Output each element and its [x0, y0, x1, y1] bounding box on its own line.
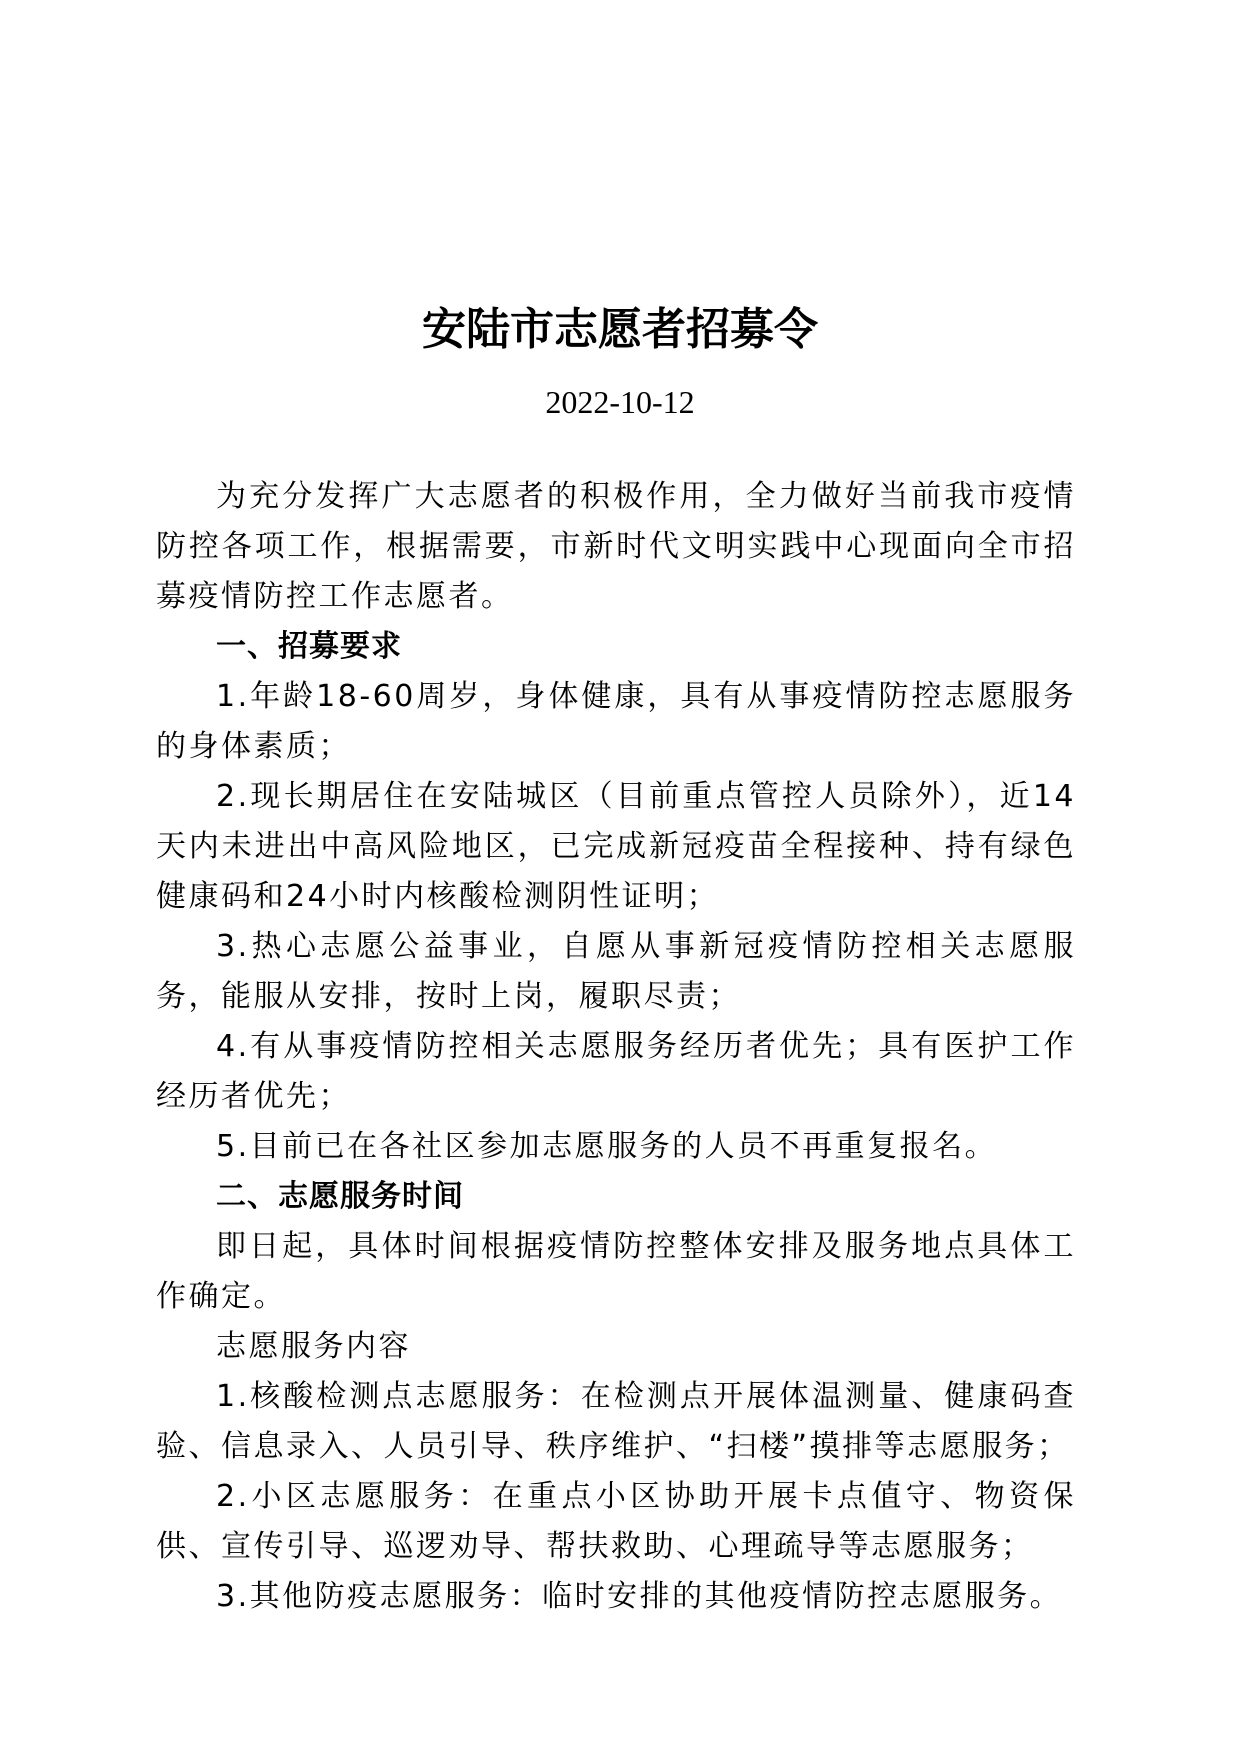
service-content-item: 2.小区志愿服务：在重点小区协助开展卡点值守、物资保供、宣传引导、巡逻劝导、帮扶救助、心理疏导等志愿服务；: [156, 1479, 1076, 1564]
requirement-item: 4.有从事疫情防控相关志愿服务经历者优先；具有医护工作经历者优先；: [156, 1029, 1076, 1114]
service-content-item: 1.核酸检测点志愿服务：在检测点开展体温测量、健康码查验、信息录入、人员引导、秩序维护、“扫楼”摸排等志愿服务；: [156, 1379, 1076, 1464]
requirement-item: 5.目前已在各社区参加志愿服务的人员不再重复报名。: [216, 1129, 998, 1164]
document-title: 安陆市志愿者招募令: [422, 304, 818, 355]
service-time-paragraph: 即日起，具体时间根据疫情防控整体安排及服务地点具体工作确定。: [156, 1229, 1076, 1314]
service-content-item: 3.其他防疫志愿服务：临时安排的其他疫情防控志愿服务。: [216, 1579, 1063, 1614]
document-date: 2022-10-12: [545, 384, 695, 420]
section-heading-requirements: 一、招募要求: [216, 629, 402, 664]
requirement-item: 2.现长期居住在安陆城区（目前重点管控人员除外），近14天内未进出中高风险地区，已完成新冠疫苗全程接种、持有绿色健康码和24小时内核酸检测阴性证明；: [156, 779, 1076, 914]
requirement-item: 1.年龄18-60周岁，身体健康，具有从事疫情防控志愿服务的身体素质；: [156, 679, 1076, 764]
section-heading-service-time: 二、志愿服务时间: [216, 1179, 464, 1214]
document-body: [156, 472, 1076, 1622]
section-heading-service-content: 志愿服务内容: [216, 1329, 411, 1364]
intro-paragraph: 为充分发挥广大志愿者的积极作用，全力做好当前我市疫情防控各项工作，根据需要，市新时代文明实践中心现面向全市招募疫情防控工作志愿者。: [156, 479, 1076, 614]
requirement-item: 3.热心志愿公益事业，自愿从事新冠疫情防控相关志愿服务，能服从安排，按时上岗，履职尽责；: [156, 929, 1076, 1014]
